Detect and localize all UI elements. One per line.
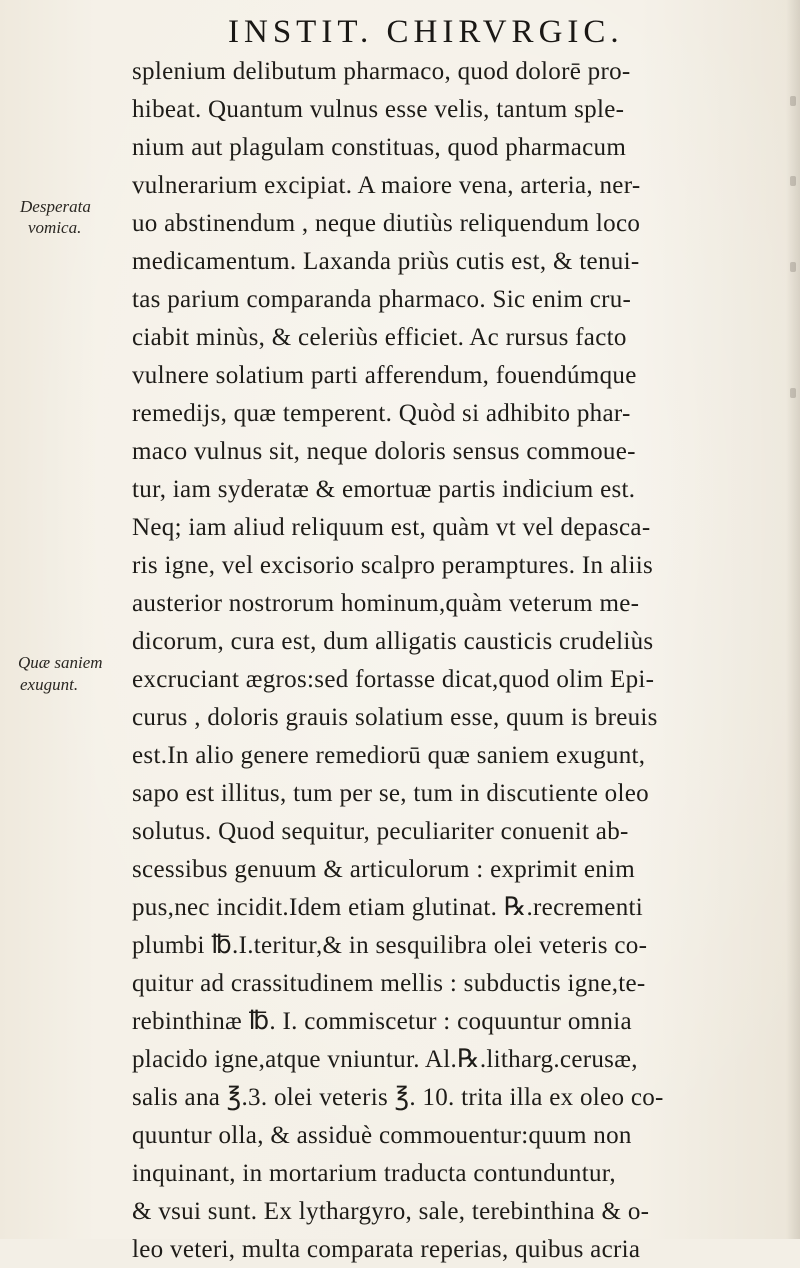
text-line: sapo est illitus, tum per se, tum in discutiente oleo (132, 778, 649, 807)
text-line: tur, iam syderatæ & emortuæ partis indicium est. (132, 474, 636, 503)
text-line: placido igne,atque vniuntur. Al.℞.litharg.cerusæ, (132, 1044, 638, 1073)
text-line: quitur ad crassitudinem mellis : subductis igne,te- (132, 968, 646, 997)
text-line: salis ana ℥.3. olei veteris ℥. 10. trita illa ex oleo co- (132, 1082, 664, 1111)
text-line: austerior nostrorum hominum,quàm veterum me- (132, 588, 640, 617)
text-line: tas parium comparanda pharmaco. Sic enim cru- (132, 284, 632, 313)
text-line: est.In alio genere remediorū quæ saniem exugunt, (132, 740, 646, 769)
text-line: rebinthinæ ℔. I. commiscetur : coquuntur omnia (132, 1006, 632, 1035)
text-line: leo veteri, multa comparata reperias, quibus acria (132, 1234, 641, 1263)
text-line: vulnere solatium parti afferendum, fouendúmque (132, 360, 637, 389)
text-line: vulnerarium excipiat. A maiore vena, arteria, ner- (132, 170, 641, 199)
body-text (132, 52, 792, 1268)
ink-bleed-mark (790, 262, 796, 272)
text-line: scessibus genuum & articulorum : exprimit enim (132, 854, 636, 883)
text-line: pus,nec incidit.Idem etiam glutinat. ℞.recrementi (132, 892, 644, 921)
marginal-note-exugunt: exugunt. (20, 675, 79, 694)
text-line: splenium delibutum pharmaco, quod dolorē pro- (132, 56, 631, 85)
text-line: excruciant ægros:sed fortasse dicat,quod olim Epi- (132, 664, 655, 693)
marginal-note-desperata: Desperata (20, 197, 91, 216)
marginal-note-quae-saniem: Quæ saniem (18, 653, 103, 672)
text-line: remedijs, quæ temperent. Quòd si adhibito phar- (132, 398, 631, 427)
text-line: uo abstinendum , neque diutiùs reliquendum loco (132, 208, 641, 237)
text-line: curus , doloris grauis solatium esse, quum is breuis (132, 702, 658, 731)
text-line: solutus. Quod sequitur, peculiariter conuenit ab- (132, 816, 629, 845)
text-line: Neq; iam aliud reliquum est, quàm vt vel depasca- (132, 512, 651, 541)
text-line: nium aut plagulam constituas, quod pharmacum (132, 132, 627, 161)
text-line: dicorum, cura est, dum alligatis causticis crudeliùs (132, 626, 654, 655)
text-line: maco vulnus sit, neque doloris sensus commoue- (132, 436, 636, 465)
text-line: hibeat. Quantum vulnus esse velis, tantum sple- (132, 94, 625, 123)
text-line: ris igne, vel excisorio scalpro peramptures. In aliis (132, 550, 654, 579)
text-line: inquinant, in mortarium traducta contunduntur, (132, 1158, 616, 1187)
ink-bleed-mark (790, 388, 796, 398)
marginal-note-vomica: vomica. (28, 218, 82, 237)
text-line: ciabit minùs, & celeriùs efficiet. Ac rursus facto (132, 322, 627, 351)
text-line: quuntur olla, & assiduè commouentur:quum non (132, 1120, 632, 1149)
running-header: INSTIT. CHIRVRGIC. (228, 14, 624, 50)
text-line: medicamentum. Laxanda priùs cutis est, & tenui- (132, 246, 640, 275)
text-line: plumbi ℔.I.teritur,& in sesquilibra olei veteris co- (132, 930, 648, 959)
ink-bleed-mark (790, 176, 796, 186)
text-line: & vsui sunt. Ex lythargyro, sale, terebinthina & o- (132, 1196, 650, 1225)
ink-bleed-mark (790, 96, 796, 106)
